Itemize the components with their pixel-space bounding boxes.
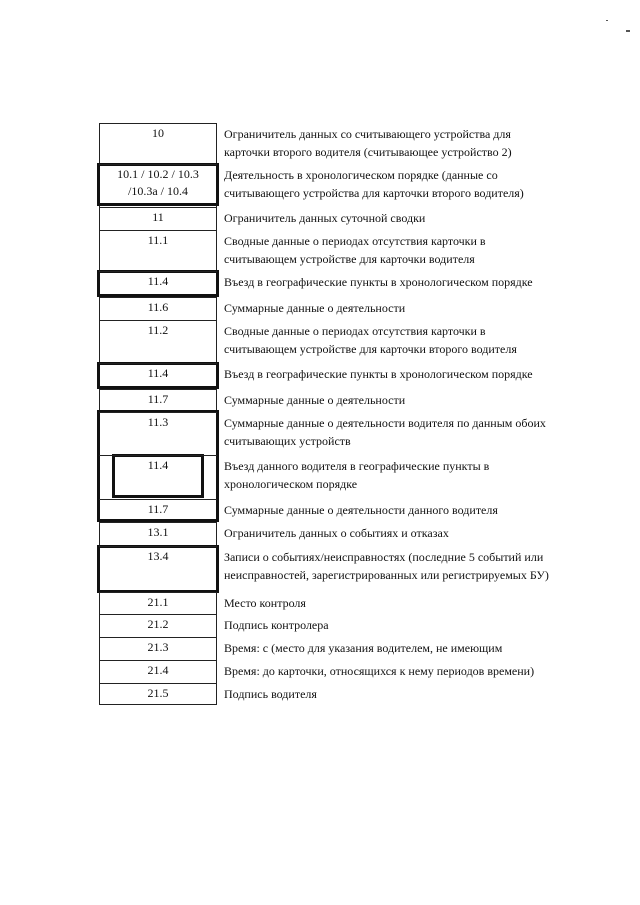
row-description: Подпись контролера	[224, 618, 329, 632]
row-description: считывающем устройстве для карточки водителя	[224, 252, 475, 266]
scan-speck	[606, 20, 608, 21]
row-code: 10.1 / 10.2 / 10.3 /10.3a / 10.4	[117, 167, 199, 198]
row-code: 11.4	[147, 458, 169, 472]
row-description: Въезд в географические пункты в хронологическом порядке	[224, 275, 533, 289]
row-description: Сводные данные о периодах отсутствия карточки в	[224, 324, 486, 338]
row-description: Въезд данного водителя в географические пункты в	[224, 459, 490, 473]
row-description: карточки второго водителя (считывающее устройство 2)	[224, 145, 512, 159]
row-code: 21.2	[147, 617, 169, 631]
row-description: Суммарные данные о деятельности	[224, 301, 406, 315]
row-code: 11	[152, 210, 164, 224]
row-description: Время: с (место для указания водителем, не имеющим	[224, 641, 503, 655]
row-description: считывающих устройств	[224, 434, 351, 448]
row-description: хронологическом порядке	[224, 477, 358, 491]
row-code: 21.3	[147, 640, 169, 654]
row-code: 21.4	[147, 663, 169, 677]
row-description: Суммарные данные о деятельности водителя по данным обоих	[224, 416, 546, 430]
row-code: 11.4	[147, 274, 169, 288]
row-description: Время: до карточки, относящихся к нему периодов времени)	[224, 664, 535, 678]
row-description: Ограничитель данных со считывающего устройства для	[224, 127, 511, 141]
row-description: Записи о событиях/неисправностях (последние 5 событий или	[224, 550, 544, 564]
row-code: 11.2	[147, 323, 169, 337]
row-description: Место контроля	[224, 596, 306, 610]
row-description: считывающем устройстве для карточки второго водителя	[224, 342, 517, 356]
row-code: 11.4	[147, 366, 169, 380]
row-code: 11.3	[147, 415, 169, 429]
row-description: Суммарные данные о деятельности	[224, 393, 406, 407]
row-description: Ограничитель данных о событиях и отказах	[224, 526, 449, 540]
row-code: 11.1	[147, 233, 169, 247]
row-code: 13.1	[147, 525, 169, 539]
row-description: Ограничитель данных суточной сводки	[224, 211, 426, 225]
scan-speck	[626, 30, 630, 32]
row-code: 11.6	[147, 300, 169, 314]
row-description: считывающего устройства для карточки второго водителя)	[224, 186, 524, 200]
row-description: Подпись водителя	[224, 687, 317, 701]
row-code: 11.7	[147, 392, 169, 406]
row-code: 13.4	[147, 549, 169, 563]
row-description: неисправностей, зарегистрированных или регистрируемых БУ)	[224, 568, 549, 582]
row-code: 11.7	[147, 502, 169, 516]
row-description: Деятельность в хронологическом порядке (данные со	[224, 168, 498, 182]
row-description: Въезд в географические пункты в хронологическом порядке	[224, 367, 533, 381]
row-code: 21.5	[147, 686, 169, 700]
row-description: Сводные данные о периодах отсутствия карточки в	[224, 234, 486, 248]
row-code: 21.1	[147, 595, 169, 609]
row-code: 10	[152, 126, 164, 140]
row-description: Суммарные данные о деятельности данного водителя	[224, 503, 498, 517]
